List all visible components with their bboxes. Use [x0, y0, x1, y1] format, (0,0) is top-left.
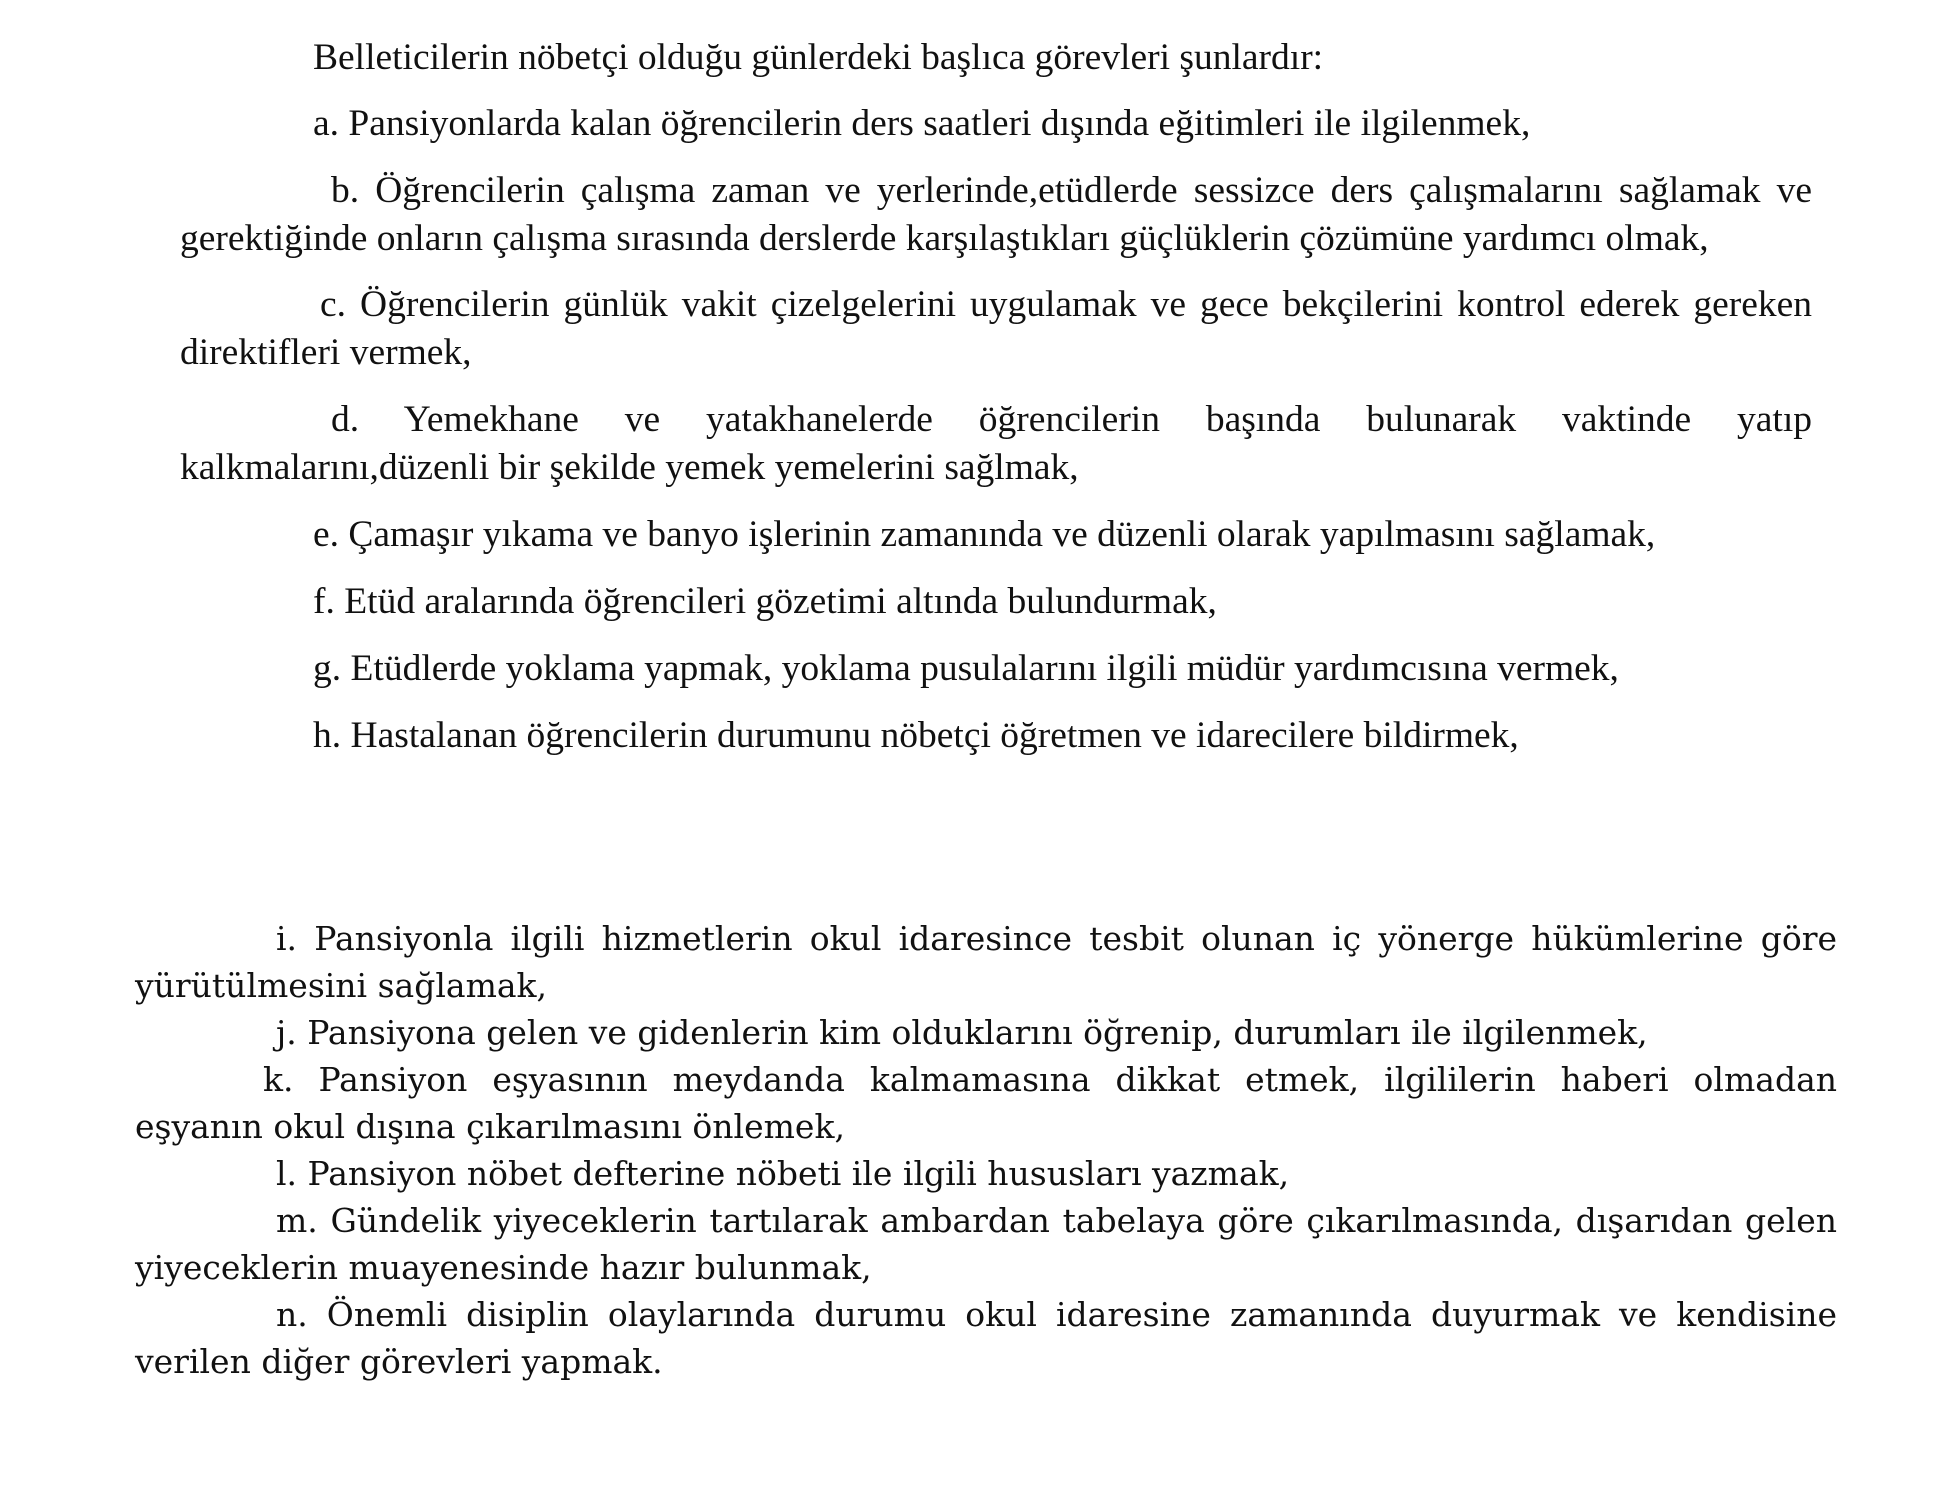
duty-item-m: m. Gündelik yiyeceklerin tartılarak ambardan tabelaya göre çıkarılmasında, dışarıdan gelen yiyeceklerin muayenesinde hazır bulunmak,	[135, 1201, 1837, 1287]
duty-item-j: j. Pansiyona gelen ve gidenlerin kim olduklarını öğrenip, durumları ile ilgilenmek,	[276, 1013, 1648, 1052]
duty-item-c: c. Öğrencilerin günlük vakit çizelgelerini uygulamak ve gece bekçilerini kontrol ederek gereken direktifleri vermek,	[180, 284, 1812, 373]
duty-item-i: i. Pansiyonla ilgili hizmetlerin okul idaresince tesbit olunan iç yönerge hükümlerine göre yürütülmesini sağlamak,	[135, 919, 1837, 1005]
duty-item-f: f. Etüd aralarında öğrencileri gözetimi altında bulundurmak,	[313, 581, 1217, 622]
duty-item-e: e. Çamaşır yıkama ve banyo işlerinin zamanında ve düzenli olarak yapılmasını sağlamak,	[313, 514, 1656, 555]
duty-item-n: n. Önemli disiplin olaylarında durumu okul idaresine zamanında duyurmak ve kendisine verilen diğer görevleri yapmak.	[135, 1295, 1837, 1381]
duty-item-k: k. Pansiyon eşyasının meydanda kalmamasına dikkat etmek, ilgililerin haberi olmadan eşyanın okul dışına çıkarılmasını önlemek,	[135, 1060, 1837, 1146]
duty-item-b: b. Öğrencilerin çalışma zaman ve yerlerinde,etüdlerde sessizce ders çalışmalarını sağlamak ve gerektiğinde onların çalışma sırasında derslerde karşılaştıkları güçlüklerin çözümüne yardımcı olmak,	[180, 170, 1812, 259]
duty-item-g: g. Etüdlerde yoklama yapmak, yoklama pusulalarını ilgili müdür yardımcısına vermek,	[313, 648, 1619, 689]
duty-item-a: a. Pansiyonlarda kalan öğrencilerin ders saatleri dışında eğitimleri ile ilgilenmek,	[313, 103, 1531, 144]
intro-line: Belleticilerin nöbetçi olduğu günlerdeki başlıca görevleri şunlardır:	[313, 37, 1324, 78]
duty-item-l: l. Pansiyon nöbet defterine nöbeti ile ilgili hususları yazmak,	[276, 1154, 1290, 1193]
duties-list-bottom	[135, 915, 1837, 1385]
duty-item-d: d. Yemekhane ve yatakhanelerde öğrencilerin başında bulunarak vaktinde yatıp kalkmalarını,düzenli bir şekilde yemek yemelerini sağlmak,	[180, 399, 1812, 488]
duty-item-h: h. Hastalanan öğrencilerin durumunu nöbetçi öğretmen ve idarecilere bildirmek,	[313, 715, 1519, 756]
duties-list-top	[180, 34, 1812, 779]
